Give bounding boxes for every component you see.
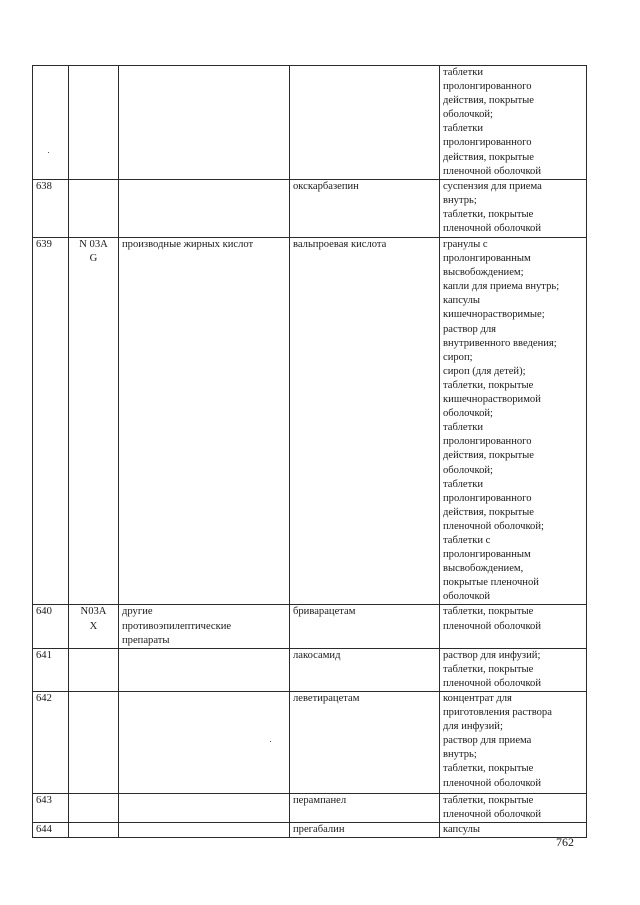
cell-dosage-forms-line: пролонгированного — [443, 436, 532, 448]
cell-dosage-forms — [440, 66, 587, 180]
cell-dosage-forms-line: высвобождением, — [443, 563, 524, 575]
cell-substance-text: вальпроевая кислота — [293, 239, 387, 250]
cell-dosage-forms-line: гранулы с — [443, 239, 488, 250]
cell-atc-code-line: N 03A — [79, 239, 108, 250]
cell-dosage-forms-line: действия, покрытые — [443, 151, 534, 163]
cell-dosage-forms-line: внутрь; — [443, 195, 477, 207]
cell-row-number — [33, 648, 69, 691]
cell-anatomical-therapeutic-group — [119, 180, 290, 238]
cell-dosage-forms-line: действия, покрытые — [443, 450, 534, 462]
table-row — [33, 605, 587, 648]
cell-dosage-forms-line: сироп; — [443, 351, 473, 363]
cell-dosage-forms-line: пролонгированным — [443, 549, 531, 561]
cell-substance — [290, 648, 440, 691]
cell-row-number-text: 638 — [36, 181, 52, 192]
cell-dosage-forms-line: кишечнорастворимой — [443, 394, 541, 406]
cell-dosage-forms-line: высвобождением; — [443, 267, 524, 279]
cell-dosage-forms-line: капсулы — [443, 295, 481, 307]
cell-substance-text: леветирацетам — [293, 693, 360, 704]
cell-dosage-forms-line: приготовления раствора — [443, 707, 552, 719]
cell-dosage-forms-line: внутрь; — [443, 749, 477, 761]
cell-dosage-forms-line: для инфузий; — [443, 721, 503, 733]
cell-substance — [290, 823, 440, 838]
cell-dosage-forms-line: пленочной оболочкой; — [443, 520, 544, 532]
cell-substance — [290, 605, 440, 648]
cell-dosage-forms-line: таблетки, покрытые — [443, 209, 534, 221]
cell-dosage-forms-line: пленочной оболочкой — [443, 677, 542, 689]
cell-dosage-forms-line: оболочкой; — [443, 408, 493, 420]
cell-atc-code-line: N03A — [80, 606, 107, 618]
cell-dosage-forms — [440, 794, 587, 823]
cell-dosage-forms-line: пленочной оболочкой — [443, 223, 542, 235]
cell-atc-code — [69, 180, 119, 238]
cell-anatomical-therapeutic-group-line: другие — [122, 606, 153, 618]
cell-substance — [290, 692, 440, 794]
cell-dosage-forms-line: пленочной оболочкой — [443, 165, 542, 177]
cell-dosage-forms-line: капли для приема внутрь; — [443, 281, 560, 293]
cell-dosage-forms-line: внутривенного введения; — [443, 337, 557, 349]
cell-anatomical-therapeutic-group — [119, 66, 290, 180]
cell-dosage-forms-line: пролонгированного — [443, 492, 532, 504]
cell-row-number-text: 639 — [36, 239, 52, 250]
table-row — [33, 180, 587, 238]
table-row — [33, 692, 587, 794]
cell-atc-code-line: X — [89, 620, 98, 632]
cell-dosage-forms-line: покрытые пленочной — [443, 577, 539, 589]
cell-anatomical-therapeutic-group — [119, 605, 290, 648]
cell-dosage-forms-line: пленочной оболочкой — [443, 777, 542, 789]
cell-dosage-forms — [440, 692, 587, 794]
cell-anatomical-therapeutic-group-line: производные жирных кислот — [122, 239, 254, 250]
cell-dosage-forms-line: действия, покрытые — [443, 506, 534, 518]
cell-dosage-forms — [440, 648, 587, 691]
cell-dosage-forms-line: раствор для приема — [443, 735, 532, 747]
cell-dosage-forms-line: таблетки, покрытые — [443, 763, 534, 775]
table-row — [33, 823, 587, 838]
cell-dosage-forms-line: концентрат для — [443, 693, 512, 704]
cell-atc-code — [69, 238, 119, 605]
cell-row-number — [33, 794, 69, 823]
scan-speck — [48, 152, 49, 153]
cell-row-number-text: 643 — [36, 795, 52, 806]
cell-substance-text: перампанел — [293, 795, 347, 806]
cell-dosage-forms-line: пленочной оболочкой — [443, 809, 542, 821]
cell-dosage-forms-line: пленочной оболочкой — [443, 620, 542, 632]
cell-dosage-forms — [440, 238, 587, 605]
cell-atc-code — [69, 605, 119, 648]
cell-atc-code-line: G — [89, 253, 98, 265]
cell-dosage-forms-line: таблетки, покрытые — [443, 795, 534, 806]
cell-anatomical-therapeutic-group — [119, 823, 290, 838]
cell-dosage-forms-line: таблетки — [443, 478, 484, 490]
table-row — [33, 66, 587, 180]
cell-dosage-forms-line: таблетки, покрытые — [443, 379, 534, 391]
cell-dosage-forms-line: таблетки — [443, 422, 484, 434]
cell-dosage-forms-line: кишечнорастворимые; — [443, 309, 545, 321]
cell-dosage-forms-line: таблетки — [443, 67, 484, 78]
cell-dosage-forms-line: действия, покрытые — [443, 95, 534, 107]
cell-substance-text: бриварацетам — [293, 606, 356, 618]
cell-substance-text: лакосамид — [293, 649, 341, 661]
cell-dosage-forms-line: раствор для — [443, 323, 497, 335]
cell-row-number-text: 641 — [36, 649, 52, 661]
cell-row-number — [33, 692, 69, 794]
cell-anatomical-therapeutic-group — [119, 794, 290, 823]
cell-row-number — [33, 605, 69, 648]
cell-dosage-forms-line: раствор для инфузий; — [443, 649, 541, 661]
cell-row-number — [33, 180, 69, 238]
cell-anatomical-therapeutic-group-line: препараты — [122, 634, 170, 646]
cell-dosage-forms-line: оболочкой; — [443, 464, 493, 476]
table-row — [33, 794, 587, 823]
cell-dosage-forms-line: таблетки — [443, 123, 484, 135]
cell-atc-code — [69, 823, 119, 838]
cell-dosage-forms-line: пролонгированного — [443, 137, 532, 149]
cell-substance — [290, 180, 440, 238]
cell-atc-code — [69, 794, 119, 823]
cell-substance-text: окскарбазепин — [293, 181, 359, 192]
cell-atc-code — [69, 66, 119, 180]
cell-dosage-forms-line: оболочкой — [443, 591, 491, 603]
cell-dosage-forms-line: сироп (для детей); — [443, 365, 526, 377]
cell-dosage-forms-line: пролонгированным — [443, 253, 531, 265]
cell-row-number-text: 644 — [36, 824, 52, 836]
cell-dosage-forms-line: суспензия для приема — [443, 181, 542, 192]
cell-dosage-forms — [440, 605, 587, 648]
cell-row-number-text: 640 — [36, 606, 52, 618]
cell-substance — [290, 794, 440, 823]
scan-speck — [270, 741, 271, 742]
cell-dosage-forms-line: таблетки, покрытые — [443, 663, 534, 675]
cell-substance — [290, 66, 440, 180]
cell-dosage-forms — [440, 180, 587, 238]
table-row — [33, 238, 587, 605]
cell-row-number — [33, 823, 69, 838]
cell-dosage-forms-line: таблетки с — [443, 534, 491, 546]
cell-dosage-forms-line: пролонгированного — [443, 81, 532, 93]
cell-anatomical-therapeutic-group — [119, 692, 290, 794]
cell-row-number — [33, 238, 69, 605]
cell-row-number-text: 642 — [36, 693, 52, 704]
table-body — [33, 66, 587, 838]
cell-dosage-forms-line: таблетки, покрытые — [443, 606, 534, 618]
table-row — [33, 648, 587, 691]
drug-list-table — [32, 65, 587, 838]
cell-atc-code — [69, 692, 119, 794]
cell-anatomical-therapeutic-group — [119, 648, 290, 691]
cell-dosage-forms-line: капсулы — [443, 824, 481, 836]
cell-substance-text: прегабалин — [293, 824, 345, 836]
cell-dosage-forms-line: оболочкой; — [443, 109, 493, 121]
cell-substance — [290, 238, 440, 605]
cell-atc-code — [69, 648, 119, 691]
cell-row-number — [33, 66, 69, 180]
cell-anatomical-therapeutic-group — [119, 238, 290, 605]
cell-anatomical-therapeutic-group-line: противоэпилептические — [122, 620, 232, 632]
page-number: 762 — [556, 835, 574, 849]
